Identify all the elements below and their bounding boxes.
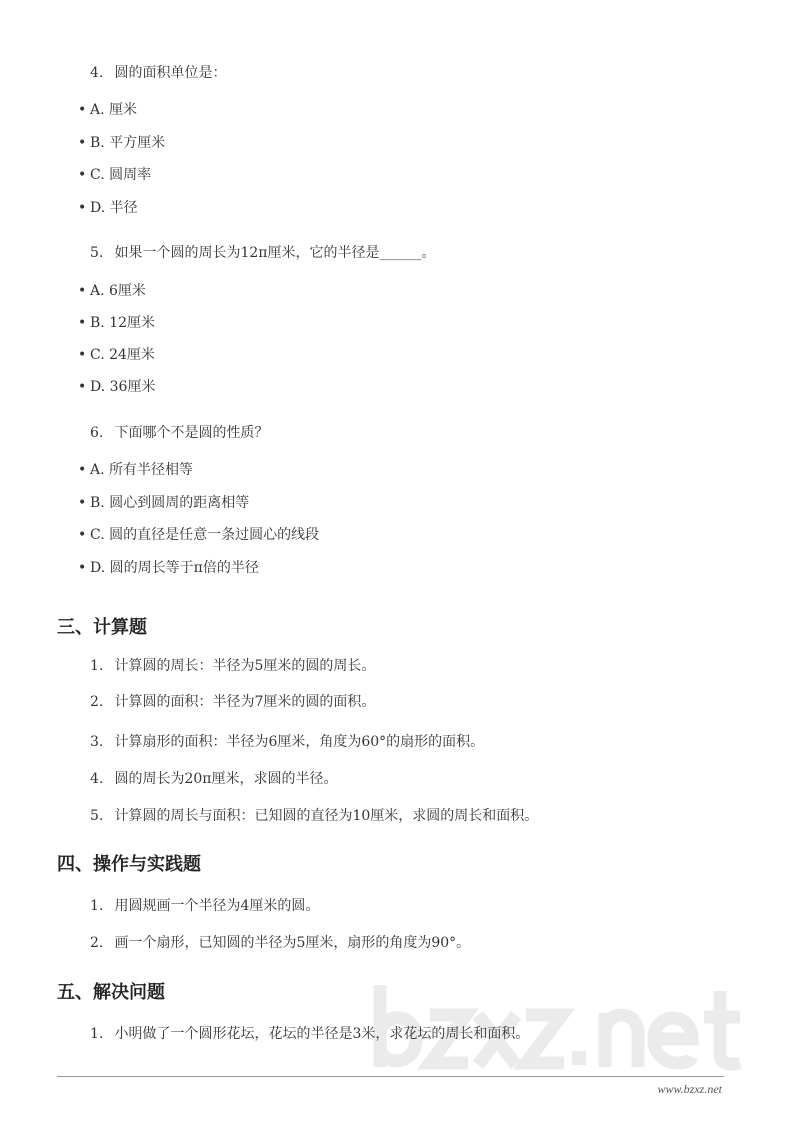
question-text: 下面哪个不是圆的性质？ — [114, 425, 269, 441]
option-text: D. 半径 — [90, 200, 138, 216]
list-item — [90, 693, 375, 711]
list-item — [90, 770, 337, 788]
question-5 — [90, 244, 435, 262]
item-text: 计算圆的周长：半径为5厘米的圆的周长。 — [114, 658, 376, 674]
option-text: A. 所有半径相等 — [90, 462, 194, 478]
option: • D. 圆的周长等于π倍的半径 — [78, 560, 259, 576]
item-text: 画一个扇形，已知圆的半径为5厘米，扇形的角度为90°。 — [114, 935, 471, 951]
list-item — [90, 897, 319, 915]
question-number: 5. — [90, 245, 104, 261]
option: • C. 圆的直径是任意一条过圆心的线段 — [78, 527, 320, 543]
option: • C. 24厘米 — [78, 347, 155, 363]
item-text: 计算圆的面积：半径为7厘米的圆的面积。 — [114, 694, 376, 710]
option: • D. 36厘米 — [78, 379, 156, 395]
item-number: 1. — [90, 898, 104, 914]
item-number: 5. — [90, 808, 104, 824]
question-number: 4. — [90, 65, 104, 81]
item-text: 计算扇形的面积：半径为6厘米，角度为60°的扇形的面积。 — [114, 734, 485, 750]
section-heading: 五、解决问题 — [57, 982, 165, 1003]
question-number: 6. — [90, 425, 104, 441]
list-item — [90, 1025, 529, 1043]
option-text: B. 平方厘米 — [90, 135, 166, 151]
question-6 — [90, 424, 268, 442]
item-text: 用圆规画一个半径为4厘米的圆。 — [114, 898, 320, 914]
section-heading: 三、计算题 — [57, 617, 147, 638]
item-number: 4. — [90, 771, 104, 787]
option: • B. 圆心到圆周的距离相等 — [78, 495, 250, 511]
option-text: C. 圆的直径是任意一条过圆心的线段 — [90, 527, 320, 543]
item-number: 1. — [90, 1026, 104, 1042]
option: • A. 所有半径相等 — [78, 462, 194, 478]
item-number: 2. — [90, 935, 104, 951]
item-text: 计算圆的周长与面积：已知圆的直径为10厘米，求圆的周长和面积。 — [114, 808, 539, 824]
footer-url: www.bzxz.net — [657, 1082, 722, 1096]
section-heading: 四、操作与实践题 — [57, 854, 201, 875]
option: • C. 圆周率 — [78, 167, 152, 183]
item-text: 小明做了一个圆形花坛，花坛的半径是3米，求花坛的周长和面积。 — [114, 1026, 530, 1042]
item-number: 3. — [90, 734, 104, 750]
option: • B. 平方厘米 — [78, 135, 166, 151]
option-text: A. 厘米 — [90, 102, 138, 118]
list-item — [90, 807, 538, 825]
footer-divider — [57, 1076, 724, 1077]
option-text: C. 24厘米 — [90, 347, 155, 363]
list-item — [90, 733, 484, 751]
list-item — [90, 934, 470, 952]
option-text: B. 圆心到圆周的距离相等 — [90, 495, 250, 511]
option-text: B. 12厘米 — [90, 315, 156, 331]
option: • B. 12厘米 — [78, 315, 156, 331]
question-text: 如果一个圆的周长为12π厘米，它的半径是______。 — [114, 245, 436, 261]
option-text: D. 圆的周长等于π倍的半径 — [90, 560, 259, 576]
list-item — [90, 657, 375, 675]
option: • A. 厘米 — [78, 102, 138, 118]
option-text: A. 6厘米 — [90, 283, 146, 299]
question-4 — [90, 64, 226, 82]
item-number: 1. — [90, 658, 104, 674]
option-text: D. 36厘米 — [90, 379, 156, 395]
item-number: 2. — [90, 694, 104, 710]
option: • A. 6厘米 — [78, 283, 146, 299]
item-text: 圆的周长为20π厘米，求圆的半径。 — [114, 771, 338, 787]
option-text: C. 圆周率 — [90, 167, 152, 183]
question-text: 圆的面积单位是： — [114, 65, 227, 81]
option: • D. 半径 — [78, 200, 138, 216]
